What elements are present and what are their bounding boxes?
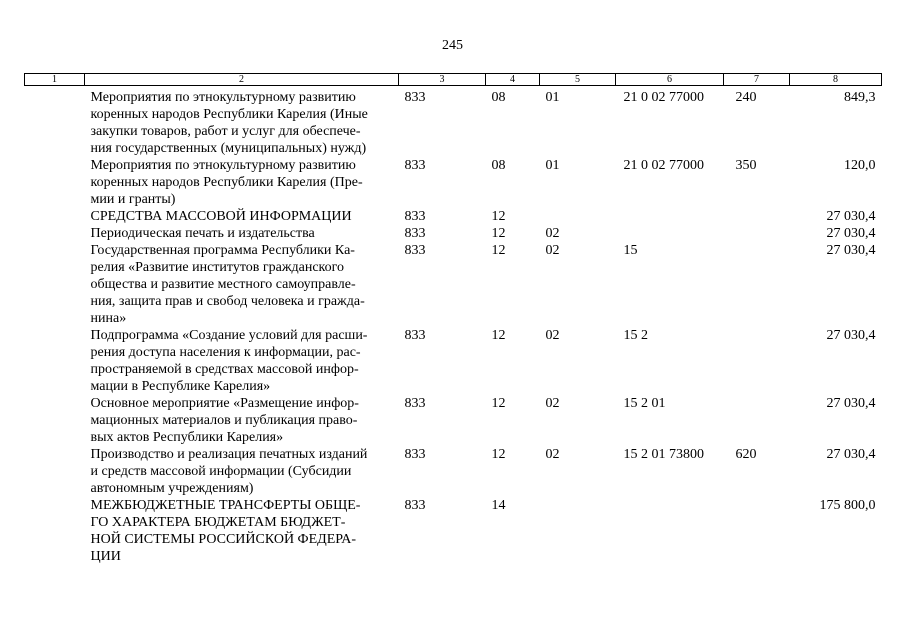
cell-rz: 08 [491, 158, 506, 173]
cell-name-line: СРЕДСТВА МАССОВОЙ ИНФОРМАЦИИ [90, 209, 352, 224]
cell-name [85, 446, 399, 497]
cell-name-line: ния, защита прав и свобод человека и гражда- [90, 294, 365, 309]
cell-gr: 833 [404, 328, 426, 343]
cell-name-line: Производство и реализация печатных изданий [90, 447, 368, 462]
table-row [25, 497, 882, 565]
cell-col-1 [25, 86, 85, 158]
cell-gr: 833 [404, 90, 426, 105]
cell-gr: 833 [404, 209, 426, 224]
table-body [25, 86, 882, 566]
cell-rz: 12 [491, 243, 506, 258]
cell-name-line: рения доступа населения к информации, рас- [90, 345, 361, 360]
cell-name-line: и средств массовой информации (Субсидии [90, 464, 352, 479]
col-header-1: 1 [25, 74, 85, 86]
cell-name [85, 327, 399, 395]
col-header-4: 4 [486, 74, 540, 86]
cell-vr [724, 208, 790, 225]
cell-gr: 833 [404, 226, 426, 241]
col-header-2: 2 [85, 74, 399, 86]
budget-table [24, 73, 882, 565]
cell-col-1 [25, 395, 85, 446]
cell-name-line: мии и гранты) [90, 192, 176, 207]
cell-sum: 175 800,0 [819, 498, 876, 513]
header-row [25, 74, 882, 86]
col-header-6: 6 [616, 74, 724, 86]
cell-col-1 [25, 497, 85, 565]
cell-name-line: Государственная программа Республики Ка- [90, 243, 355, 258]
page-number: 245 [442, 38, 463, 53]
cell-csr: 15 2 [623, 328, 648, 343]
cell-rz: 12 [491, 396, 506, 411]
cell-vr: 350 [735, 158, 757, 173]
cell-sum: 27 030,4 [826, 396, 876, 411]
cell-name-line: коренных народов Республики Карелия (Пре- [90, 175, 363, 190]
cell-pr: 02 [545, 243, 560, 258]
cell-pr [540, 497, 616, 565]
cell-pr: 02 [545, 447, 560, 462]
table-header [25, 74, 882, 86]
table-row [25, 327, 882, 395]
cell-name-line: ГО ХАРАКТЕРА БЮДЖЕТАМ БЮДЖЕТ- [90, 515, 346, 530]
cell-name [85, 86, 399, 158]
cell-sum: 27 030,4 [826, 209, 876, 224]
cell-gr: 833 [404, 498, 426, 513]
cell-name-line: вых актов Республики Карелия» [90, 430, 284, 445]
table-row [25, 225, 882, 242]
cell-col-1 [25, 327, 85, 395]
table-row [25, 242, 882, 327]
cell-csr [616, 208, 724, 225]
cell-csr: 15 2 01 [623, 396, 666, 411]
cell-sum: 27 030,4 [826, 447, 876, 462]
cell-col-1 [25, 242, 85, 327]
cell-vr [724, 327, 790, 395]
cell-gr: 833 [404, 243, 426, 258]
cell-sum: 849,3 [844, 90, 876, 105]
cell-name [85, 225, 399, 242]
cell-vr [724, 225, 790, 242]
cell-name [85, 157, 399, 208]
cell-sum: 27 030,4 [826, 226, 876, 241]
cell-sum: 120,0 [844, 158, 876, 173]
cell-name-line: закупки товаров, работ и услуг для обеспече- [90, 124, 361, 139]
cell-pr: 02 [545, 226, 560, 241]
table-row [25, 86, 882, 158]
cell-pr: 01 [545, 90, 560, 105]
cell-csr: 21 0 02 77000 [623, 158, 704, 173]
cell-name-line: Периодическая печать и издательства [90, 226, 315, 241]
cell-name-line: нина» [90, 311, 127, 326]
cell-rz: 14 [491, 498, 506, 513]
cell-vr [724, 395, 790, 446]
cell-name-line: Подпрограмма «Создание условий для расши- [90, 328, 368, 343]
cell-col-1 [25, 208, 85, 225]
cell-name-line: НОЙ СИСТЕМЫ РОССИЙСКОЙ ФЕДЕРА- [90, 532, 357, 547]
table-row [25, 395, 882, 446]
cell-pr [540, 208, 616, 225]
cell-name-line: Мероприятия по этнокультурному развитию [90, 158, 356, 173]
cell-name-line: мации в Республике Карелия» [90, 379, 271, 394]
col-header-8: 8 [790, 74, 882, 86]
cell-name-line: ния государственных (муниципальных) нужд) [90, 141, 367, 156]
table-row [25, 208, 882, 225]
cell-col-1 [25, 225, 85, 242]
cell-name-line: Основное мероприятие «Размещение инфор- [90, 396, 359, 411]
cell-gr: 833 [404, 158, 426, 173]
cell-csr: 15 2 01 73800 [623, 447, 704, 462]
cell-csr: 15 [623, 243, 638, 258]
cell-col-1 [25, 446, 85, 497]
cell-vr [724, 242, 790, 327]
cell-name-line: коренных народов Республики Карелия (Иные [90, 107, 368, 122]
cell-csr [616, 225, 724, 242]
cell-name [85, 242, 399, 327]
cell-gr: 833 [404, 396, 426, 411]
col-header-3: 3 [399, 74, 486, 86]
cell-gr: 833 [404, 447, 426, 462]
cell-name [85, 395, 399, 446]
cell-name [85, 497, 399, 565]
table-row [25, 157, 882, 208]
cell-pr: 02 [545, 396, 560, 411]
cell-csr: 21 0 02 77000 [623, 90, 704, 105]
table-row [25, 446, 882, 497]
cell-rz: 12 [491, 209, 506, 224]
cell-name-line: общества и развитие местного самоуправле- [90, 277, 356, 292]
col-header-5: 5 [540, 74, 616, 86]
cell-name-line: релия «Развитие институтов гражданского [90, 260, 345, 275]
cell-name-line: пространяемой в средствах массовой инфор- [90, 362, 359, 377]
cell-name [85, 208, 399, 225]
cell-pr: 02 [545, 328, 560, 343]
cell-name-line: мационных материалов и публикация право- [90, 413, 358, 428]
cell-rz: 12 [491, 447, 506, 462]
cell-rz: 12 [491, 328, 506, 343]
cell-pr: 01 [545, 158, 560, 173]
cell-name-line: ЦИИ [90, 549, 121, 564]
cell-vr [724, 497, 790, 565]
cell-name-line: автономным учреждениям) [90, 481, 254, 496]
cell-rz: 12 [491, 226, 506, 241]
cell-sum: 27 030,4 [826, 328, 876, 343]
cell-col-1 [25, 157, 85, 208]
cell-vr: 620 [735, 447, 757, 462]
cell-name-line: Мероприятия по этнокультурному развитию [90, 90, 356, 105]
cell-sum: 27 030,4 [826, 243, 876, 258]
cell-vr: 240 [735, 90, 757, 105]
cell-csr [616, 497, 724, 565]
cell-name-line: МЕЖБЮДЖЕТНЫЕ ТРАНСФЕРТЫ ОБЩЕ- [90, 498, 361, 513]
col-header-7: 7 [724, 74, 790, 86]
cell-rz: 08 [491, 90, 506, 105]
